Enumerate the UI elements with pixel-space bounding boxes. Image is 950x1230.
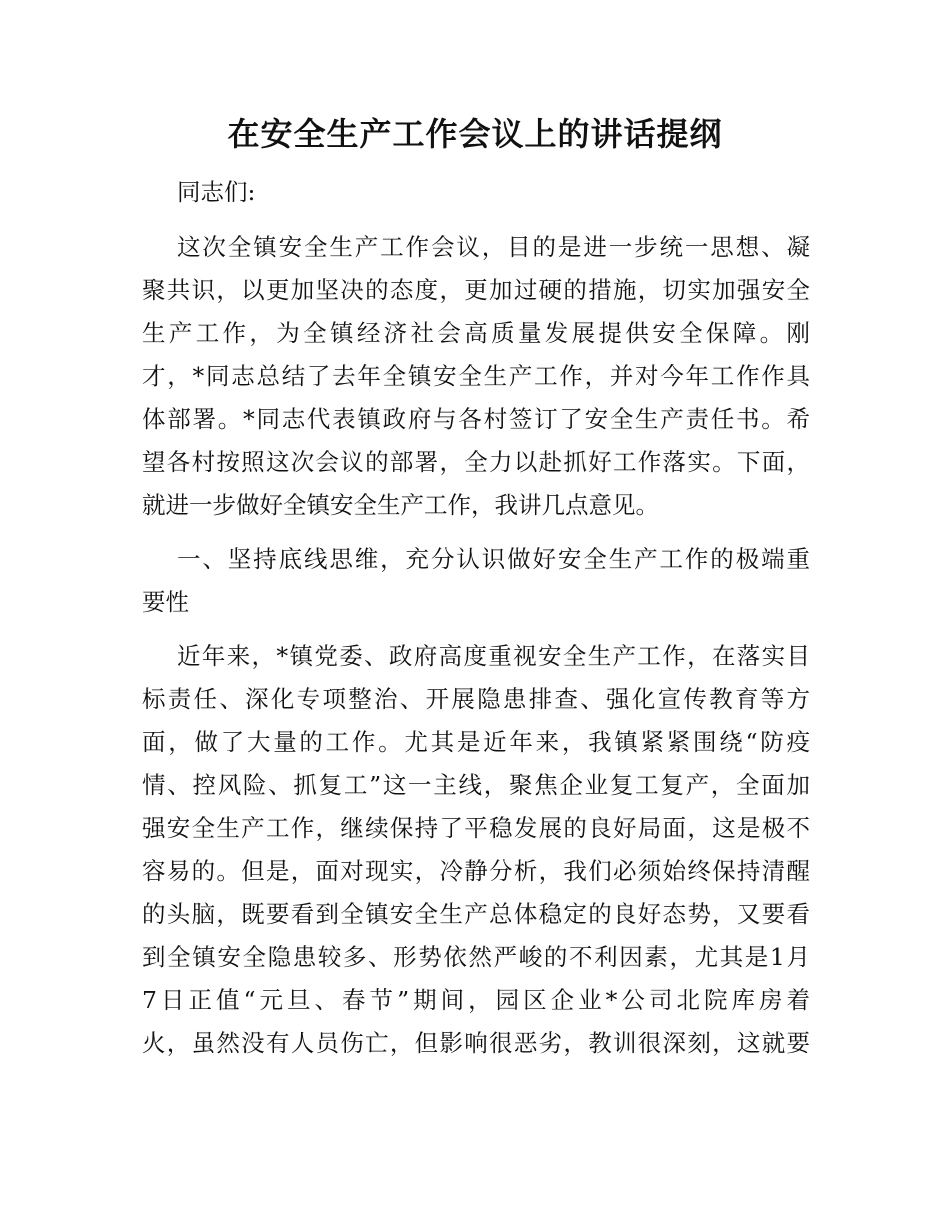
paragraph-2-line-3: 面，做了大量的工作。尤其是近年来，我镇紧紧围绕“防疫 <box>142 728 810 756</box>
paragraph-2-line-2: 标责任、深化专项整治、开展隐患排查、强化宣传教育等方 <box>142 685 810 713</box>
paragraph-1-line-5: 体部署。*同志代表镇政府与各村签订了安全生产责任书。希 <box>142 405 810 433</box>
section-heading-1-line-2: 要性 <box>142 588 189 616</box>
document-title: 在安全生产工作会议上的讲话提纲 <box>227 115 723 153</box>
paragraph-1-line-2: 聚共识，以更加坚决的态度，更加过硬的措施，切实加强安全 <box>142 276 810 304</box>
salutation: 同志们: <box>177 178 256 206</box>
paragraph-1-line-4: 才，*同志总结了去年全镇安全生产工作，并对今年工作作具 <box>142 362 810 390</box>
paragraph-2-line-7: 的头脑，既要看到全镇安全生产总体稳定的良好态势，又要看 <box>142 900 810 928</box>
paragraph-2-line-10: 火，虽然没有人员伤亡，但影响很恶劣，教训很深刻，这就要 <box>142 1029 810 1057</box>
paragraph-1-line-7: 就进一步做好全镇安全生产工作，我讲几点意见。 <box>142 491 659 519</box>
paragraph-1-line-3: 生产工作，为全镇经济社会高质量发展提供安全保障。刚 <box>142 319 810 347</box>
paragraph-1-line-1: 这次全镇安全生产工作会议，目的是进一步统一思想、凝 <box>177 233 810 261</box>
paragraph-2-line-9: 7日正值“元旦、春节”期间，园区企业*公司北院库房着 <box>142 986 810 1014</box>
paragraph-2-line-5: 强安全生产工作，继续保持了平稳发展的良好局面，这是极不 <box>142 814 810 842</box>
section-heading-1-line-1: 一、坚持底线思维，充分认识做好安全生产工作的极端重 <box>177 545 810 573</box>
paragraph-2-line-1: 近年来，*镇党委、政府高度重视安全生产工作，在落实目 <box>177 642 810 670</box>
paragraph-2-line-6: 容易的。但是，面对现实，冷静分析，我们必须始终保持清醒 <box>142 857 810 885</box>
paragraph-2-line-4: 情、控风险、抓复工”这一主线，聚焦企业复工复产，全面加 <box>142 771 810 799</box>
paragraph-1-line-6: 望各村按照这次会议的部署，全力以赴抓好工作落实。下面， <box>142 448 810 476</box>
paragraph-2-line-8: 到全镇安全隐患较多、形势依然严峻的不利因素，尤其是1月 <box>142 943 810 971</box>
